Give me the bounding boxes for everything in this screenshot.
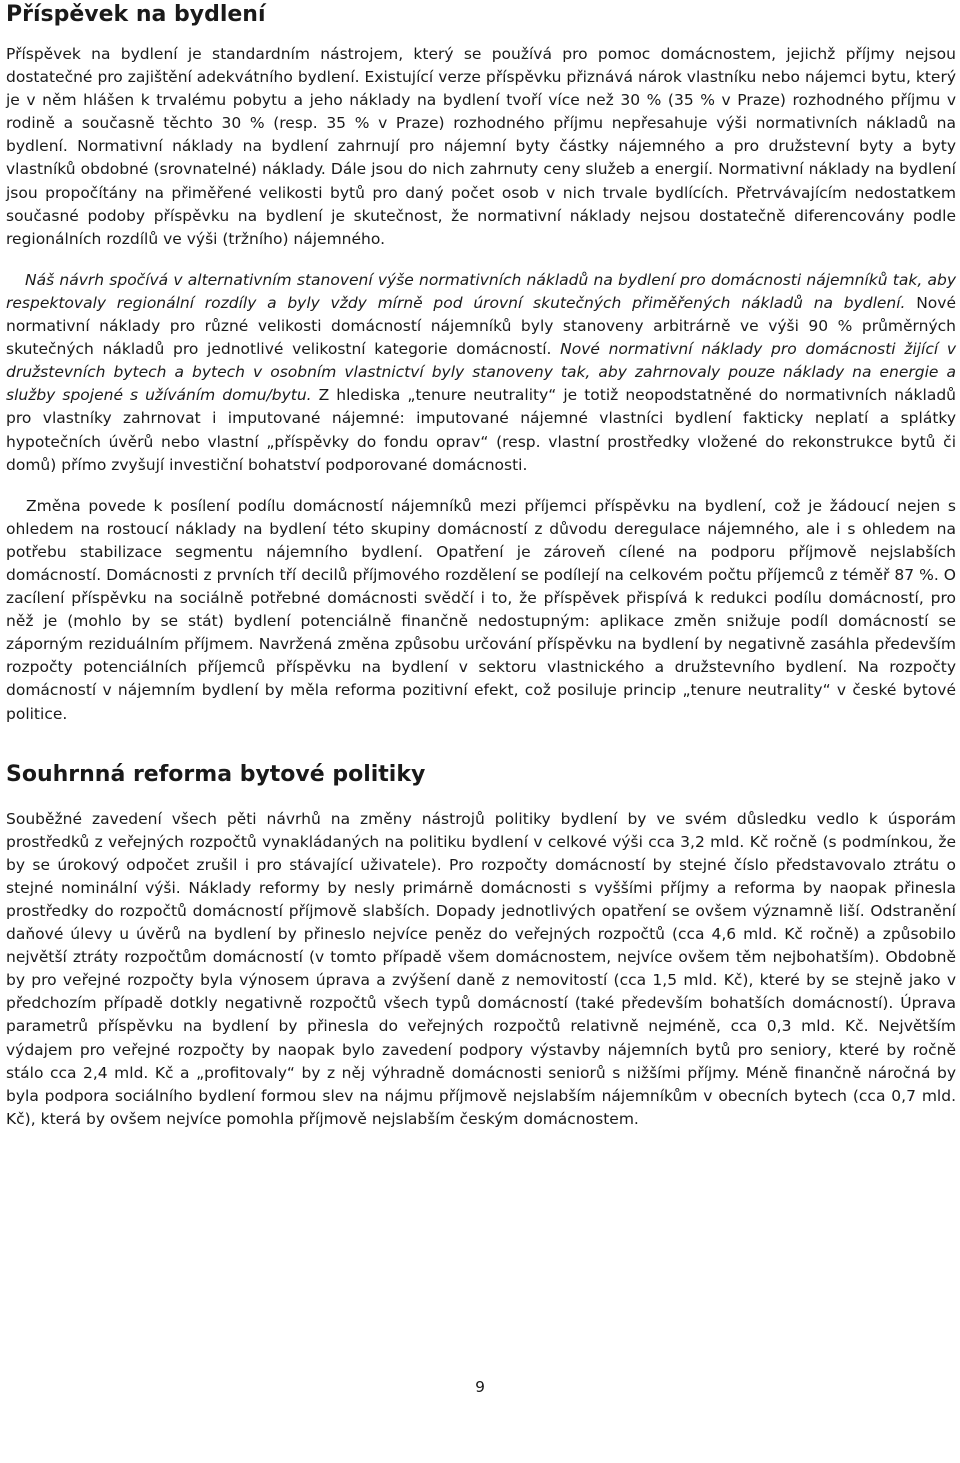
page-number: 9 [475,1378,485,1396]
paragraph [6,269,956,477]
text-run: Souběžné zavedení všech pěti návrhů na změny nástrojů politiky bydlení by ve svém důsledku vedlo k úsporám prostředků z veřejných rozpočtů vynakládaných na politiku bydlení v celkové výši cca 3,2 mld. Kč ročně (s podmínkou, že by se úrokový odpočet zrušil i pro stávající uživatele). Pro rozpočty domácností by stejné číslo představovalo ztrátu o stejné nominální výši. Náklady reformy by nesly primárně domácnosti s vyššími příjmy a reforma by naopak přinesla prostředky do rozpočtů domácností příjmově slabších. Dopady jednotlivých opatření se ovšem významně liší. Odstranění daňové úlevy u úvěrů na bydlení by přineslo nejvíce peněz do veřejných rozpočtů (cca 4,6 mld. Kč ročně) a způsobilo největší ztráty rozpočtům domácností (v tomto případě všem domácnostem, nejvíce ovšem těm nejbohatším). Obdobně by pro veřejné rozpočty byla výnosem úprava a zvýšení daně z nemovitostí (cca 1,5 mld. Kč), které by se stejně jako v předchozím případě dotkly negativně rozpočtů všech typů domácností (také především bohatších domácností). Úprava parametrů příspěvku na bydlení by přinesla do veřejných rozpočtů relativně nejméně, cca 0,3 mld. Kč. Největším výdajem pro veřejné rozpočty by naopak bylo zavedení podpory výstavby nájemních bytů pro seniory, které by ročně stálo cca 2,4 mld. Kč a „profitovaly“ by z něj výhradně domácnosti seniorů s nižšími příjmy. Méně finančně náročná by byla podpora sociálního bydlení formou slev na nájmu příjmově nejslabším nájemníkům v obecních bytech (cca 0,7 mld. Kč), která by ovšem nejvíce pomohla příjmově nejslabším českým domácnostem. [6,809,956,1128]
paragraph [6,43,956,251]
section-heading-comprehensive-reform: Souhrnná reforma bytové politiky [6,761,426,787]
document-page [6,0,956,1131]
emphasized-text: Nové normativní náklady pro domácnosti žijící v družstevních bytech a bytech v osobním vlastnictví byly stanoveny tak, aby zahrnovaly pouze náklady na energie a služby spojené s užíváním domu/bytu. [6,340,957,405]
emphasized-text: Náš návrh spočívá v alternativním stanovení výše normativních nákladů na bydlení pro domácnosti nájemníků tak, aby respektovaly regionální rozdíly a byly vždy mírně pod úrovní skutečných přiměřených nákladů na bydlení. [6,270,956,312]
paragraph [6,495,956,726]
section-heading-housing-allowance: Příspěvek na bydlení [6,2,266,27]
text-run: Nové normativní náklady pro různé velikosti domácností nájemníků byly stanoveny arbitrárně ve výši 90 % průměrných skutečných nákladů pro jednotlivé velikostní kategorie domácností. [6,293,956,359]
text-run: Změna povede k posílení podílu domácností nájemníků mezi příjemci příspěvku na bydlení, což je žádoucí nejen s ohledem na rostoucí náklady na bydlení této skupiny domácností z důvodu deregulace nájemného, ale i s ohledem na potřebu stabilizace segmentu nájemního bydlení. Opatření je zároveň cílené na podporu příjmově nejslabších domácností. Domácnosti z prvních tří decilů příjmového rozdělení se podílejí na celkovém počtu příjemců z téměř 87 %. O zacílení příspěvku na sociálně potřebné domácnosti svědčí i to, že příspěvek přispívá k redukci podílu domácností, pro něž je (mohlo by se stát) bydlení potenciálně finančně nedostupným: aplikace změn snižuje podíl domácností se záporným reziduálním příjmem. Navržená změna způsobu určování příspěvku na bydlení by negativně zasáhla především rozpočty potenciálních příjemců příspěvku na bydlení v sektoru vlastnického a družstevního bydlení. Na rozpočty domácností v nájemním bydlení by měla reforma pozitivní efekt, což posiluje princip „tenure neutrality“ v české bytové politice. [6,496,956,723]
text-run: Příspěvek na bydlení je standardním nástrojem, který se používá pro pomoc domácnostem, jejichž příjmy nejsou dostatečné pro zajištění adekvátního bydlení. Existující verze příspěvku přiznává nárok vlastníku nebo nájemci bytu, který je v něm hlášen k trvalému pobytu a jeho náklady na bydlení tvoří více než 30 % (35 % v Praze) rozhodného příjmu v rodině a současně těchto 30 % (resp. 35 % v Praze) rozhodného příjmu nepřesahuje výši normativních nákladů na bydlení. Normativní náklady na bydlení zahrnují pro nájemní byty částky nájemného a pro družstevní byty a byty vlastníků obdobné (srovnatelné) náklady. Dále jsou do nich zahrnuty ceny služeb a energií. Normativní náklady na bydlení jsou propočítány na přiměřené velikosti bytů pro daný počet osob v nich trvale bydlících. Přetrvávajícím nedostatkem současné podoby příspěvku na bydlení je skutečnost, že normativní náklady nejsou dostatečně diferencovány podle regionálních rozdílů ve výši (tržního) nájemného. [6,45,956,248]
paragraph [6,808,956,1131]
text-run: Z hlediska „tenure neutrality“ je totiž neopodstatněné do normativních nákladů pro vlastníky zahrnovat i imputované nájemné: imputované nájemné vlastníci bydlení fakticky neplatí a splátky hypotečních úvěrů nebo vlastní „příspěvky do fondu oprav“ (resp. vlastní prostředky vložené do rekonstrukce bytů či domů) přímo zvyšují investiční bohatství podporované domácnosti. [6,386,956,474]
